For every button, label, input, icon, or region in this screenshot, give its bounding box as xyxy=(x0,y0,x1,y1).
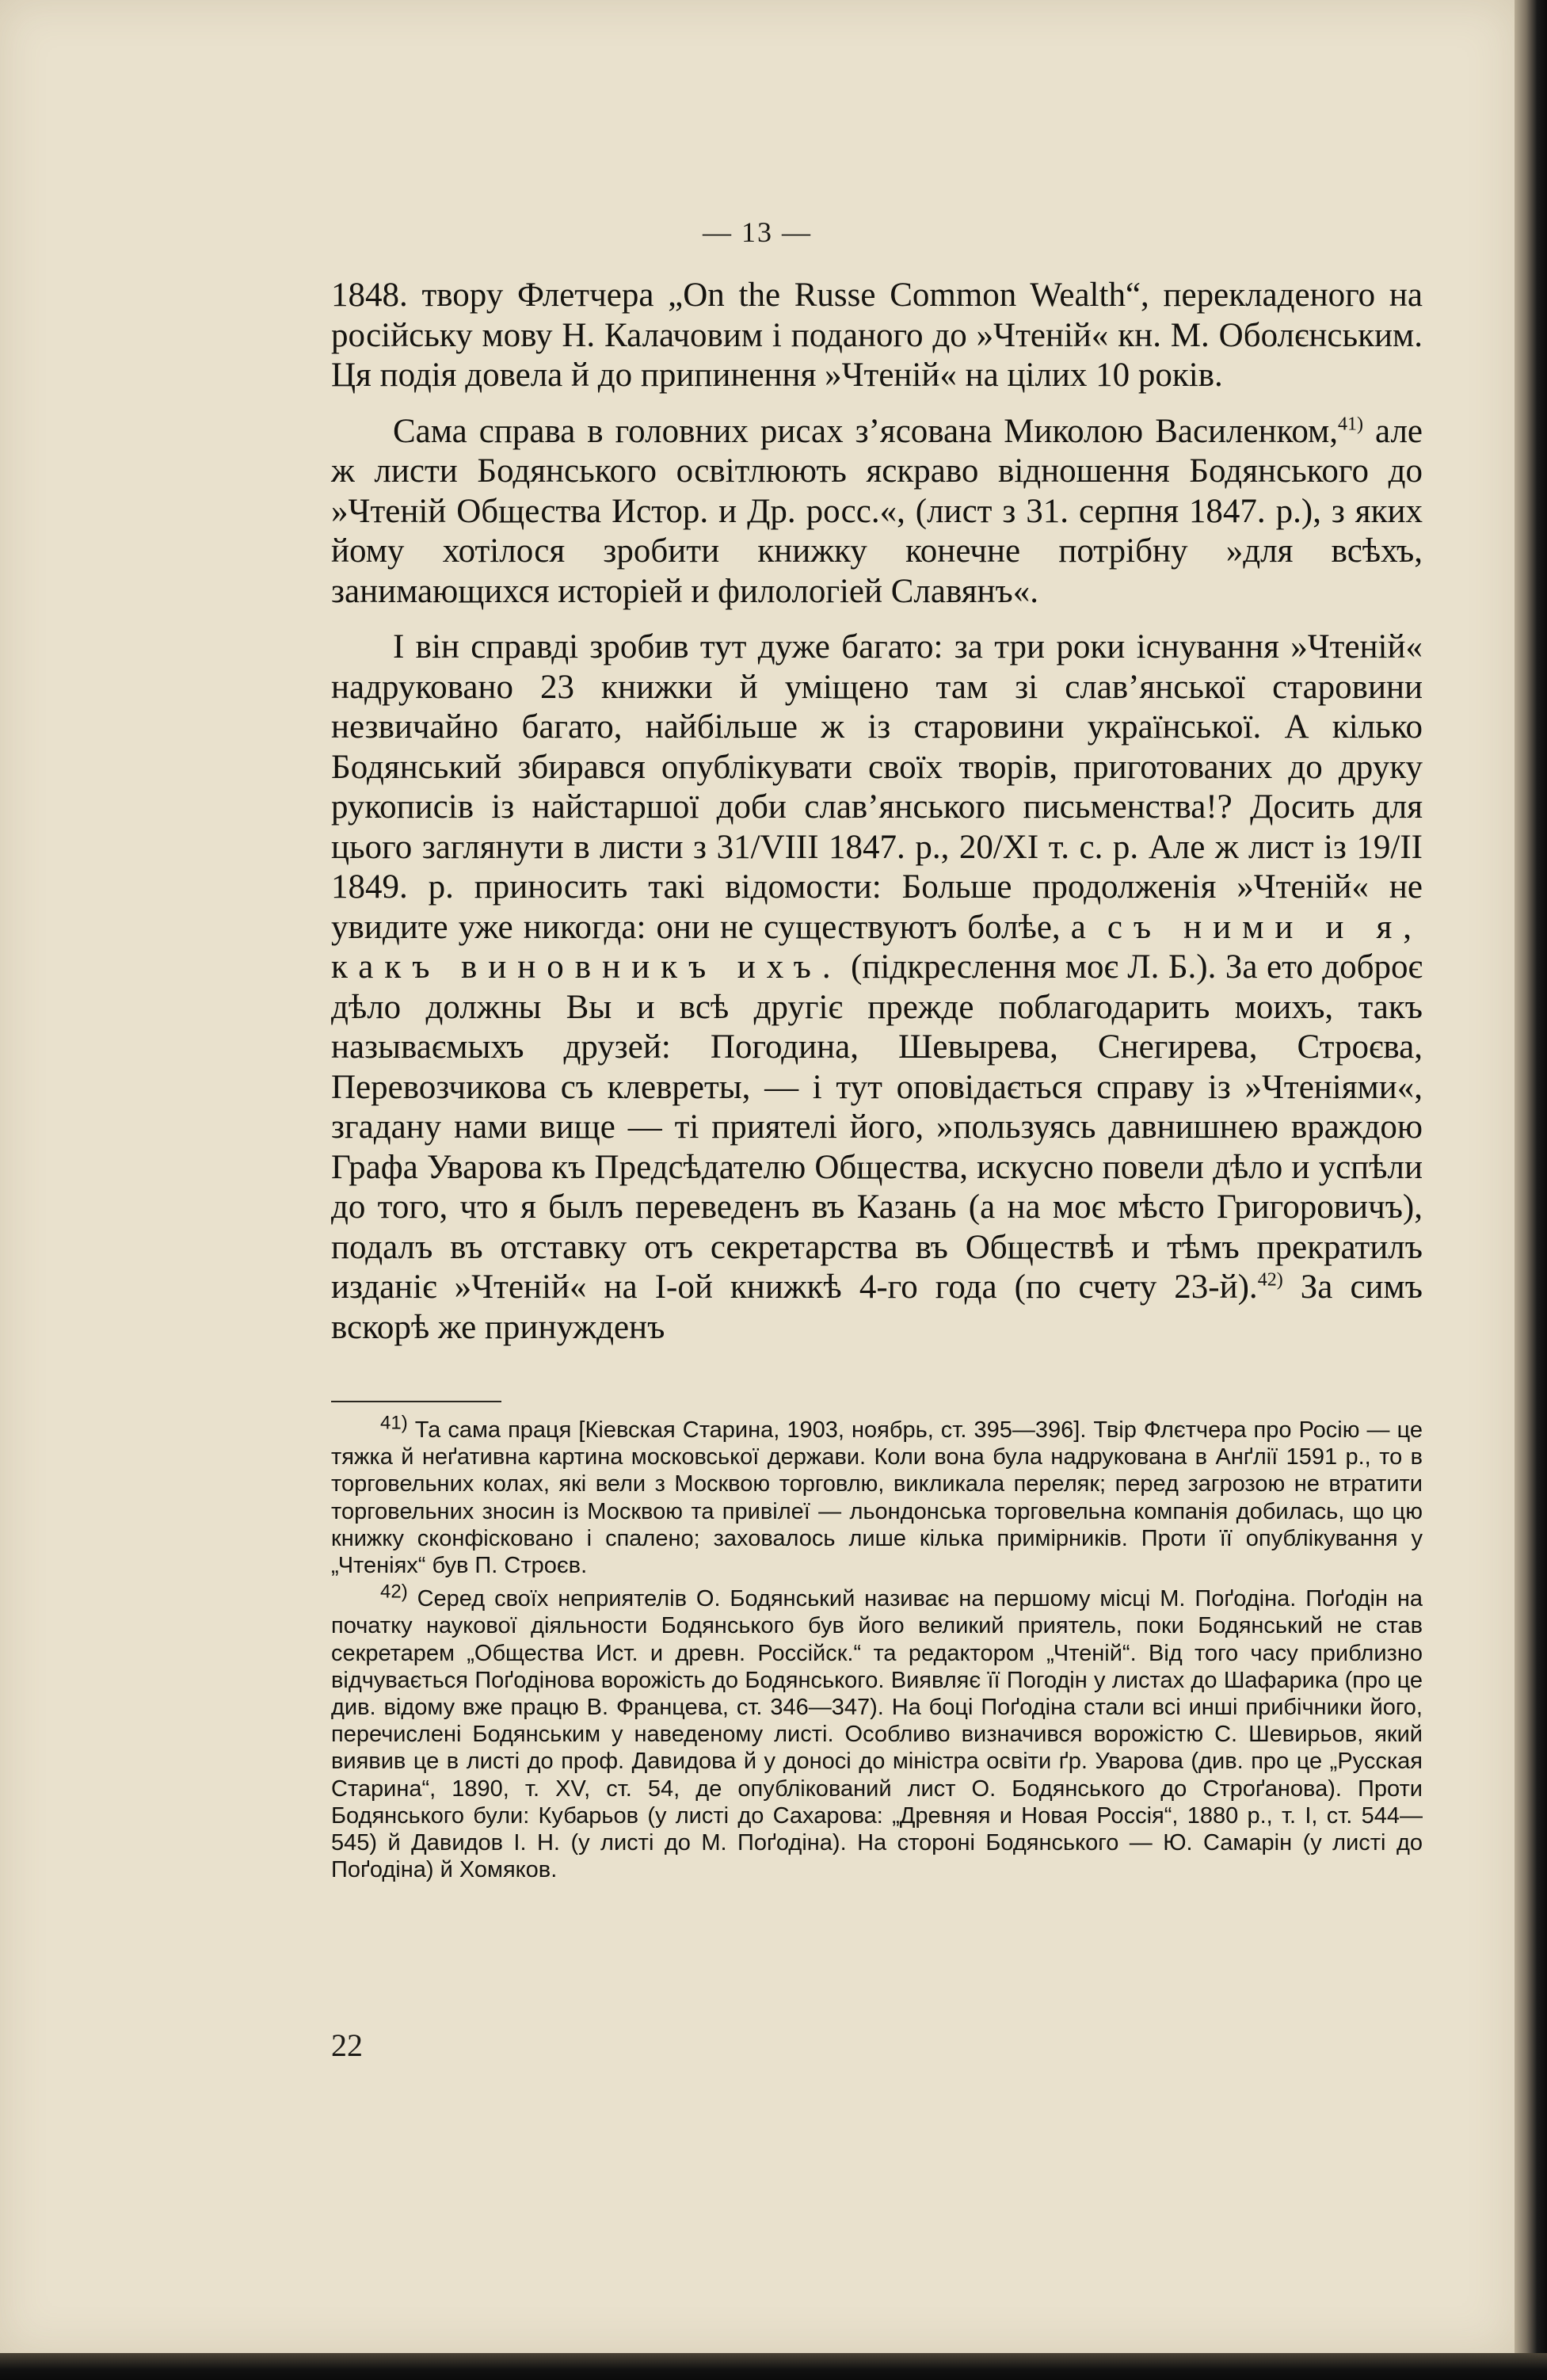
spaced-emphasis: съ ними и я, какъ виновникъ ихъ. xyxy=(331,908,1423,986)
paragraph-2-part-a: Сама справа в головних рисах з’ясована Миколою Василенком, xyxy=(393,412,1338,450)
paragraph-3-part-c: За симъ вскорѣ же принужденъ xyxy=(331,1268,1423,1346)
footnote-41 xyxy=(331,1412,1423,1579)
footnote-ref-41: 41) xyxy=(1337,414,1363,435)
paragraph-3-part-a: І він справді зробив тут дуже багато: за три роки існування »Чтеній« надруковано 23 книжки й уміщено там зі слав’янської старовини незвичайно багато, найбільше ж із старовини української. А кілько Бодянський збирався опублікувати своїх творів, приготованих до друку рукописів із найстаршої доби слав’янського письменства!? Досить для цього заглянути в листи з 31/VIII 1847. р., 20/XI т. с. р. Але ж лист із 19/II 1849. р. приносить такі відомости: Больше продолженія »Чтеній« не увидите уже никогда: они не существуютъ болѣе, а xyxy=(331,628,1423,946)
footnote-42-mark: 42) xyxy=(380,1581,408,1603)
footnote-41-mark: 41) xyxy=(380,1412,408,1434)
footnote-42 xyxy=(331,1581,1423,1883)
printer-signature-mark: 22 xyxy=(331,2027,363,2063)
main-text xyxy=(331,276,1423,1364)
footnote-ref-42: 42) xyxy=(1257,1269,1283,1291)
book-spine-edge xyxy=(1515,0,1547,2380)
footnote-41-text: Та сама праця [Кіевская Старина, 1903, ноябрь, ст. 395—396]. Твір Флєтчера про Росію — це тяжка й неґативна картина московської держави. Коли вона була надрукована в Анґлії 1591 р., то в торговельних колах, які вели з Москвою торговлю, викликала переляк; перед загрозою не втратити торговельних зносин із Москвою та привілеї — льондонська торговельна компанія добилась, що цю книжку сконфісковано і спалено; заховалось лише кілька примірників. Проти її опублікування у „Чтеніях“ був П. Строєв. xyxy=(331,1417,1423,1579)
paragraph-3 xyxy=(331,627,1423,1348)
footnotes xyxy=(331,1412,1423,1890)
paragraph-2 xyxy=(331,412,1423,612)
page-number: — 13 — xyxy=(703,216,812,248)
paragraph-3-part-b: (підкреслення моє Л. Б.). За ето доброє дѣло должны Вы и всѣ другіє прежде поблагодарить моихъ, такъ называємыхъ друзей: Погодина, Шевырева, Снегирева, Строєва, Перевозчикова съ клевреты, — і тут оповідається справу із »Чтеніями«, згадану нами вище — ті приятелі його, »пользуясь давнишнею враждою Графа Уварова къ Предсѣдателю Общества, искусно повели дѣло и успѣли до того, что я былъ переведенъ въ Казань (а на моє мѣсто Григоровичъ), подалъ въ отставку отъ секретарства въ Обществѣ и тѣмъ прекратилъ изданіє »Чтеній« на І-ой книжкѣ 4-го года (по счету 23-й). xyxy=(331,948,1423,1306)
paragraph-1: 1848. твору Флетчера „On the Russe Common Wealth“, перекладеного на російську мову Н. Калачовим і поданого до »Чтеній« кн. М. Оболєнським. Ця подія довела й до припинення »Чтеній« на цілих 10 років. xyxy=(331,277,1423,394)
footnote-42-text: Серед своїх неприятелів О. Бодянський називає на першому місці М. Поґодіна. Поґодін на початку наукової діяльности Бодянського був його великий приятель, поки Бодянський не став секретарем „Общества Ист. и древн. Россійск.“ та редактором „Чтеній“. Від того часу приблизно відчувається Поґодінова ворожість до Бодянського. Виявляє її Погодін у листах до Шафарика (про це див. відому вже працю В. Францева, ст. 346—347). На боці Поґодіна стали всі инші прибічники його, перечислені Бодянським у наведеному листі. Особливо визначився ворожістю С. Шевирьов, який виявив це в листі до проф. Давидова й у доносі до міністра освіти ґр. Уварова (див. про це „Русская Старина“, 1890, т. XV, ст. 54, де опублікований лист О. Бодянського до Строґанова). Проти Бодянського були: Кубарьов (у листі до Сахарова: „Древняя и Новая Россія“, 1880 р., т. I, ст. 544—545) й Давидов І. Н. (у листі до М. Поґодіна). На стороні Бодянського — Ю. Самарін (у листі до Поґодіна) й Хомяков. xyxy=(331,1586,1423,1883)
scan-bottom-edge xyxy=(0,2353,1547,2380)
paragraph-2-part-b: але ж листи Бодянського освітлюють яскраво відношення Бодянського до »Чтеній Общества Истор. и Др. росс.«, (лист з 31. серпня 1847. р.), з яких йому хотілося зробити книжку конечне потрібну »для всѣхъ, занимающихся исторіей и филологіей Славянъ«. xyxy=(331,412,1423,610)
footnote-divider xyxy=(331,1401,501,1402)
